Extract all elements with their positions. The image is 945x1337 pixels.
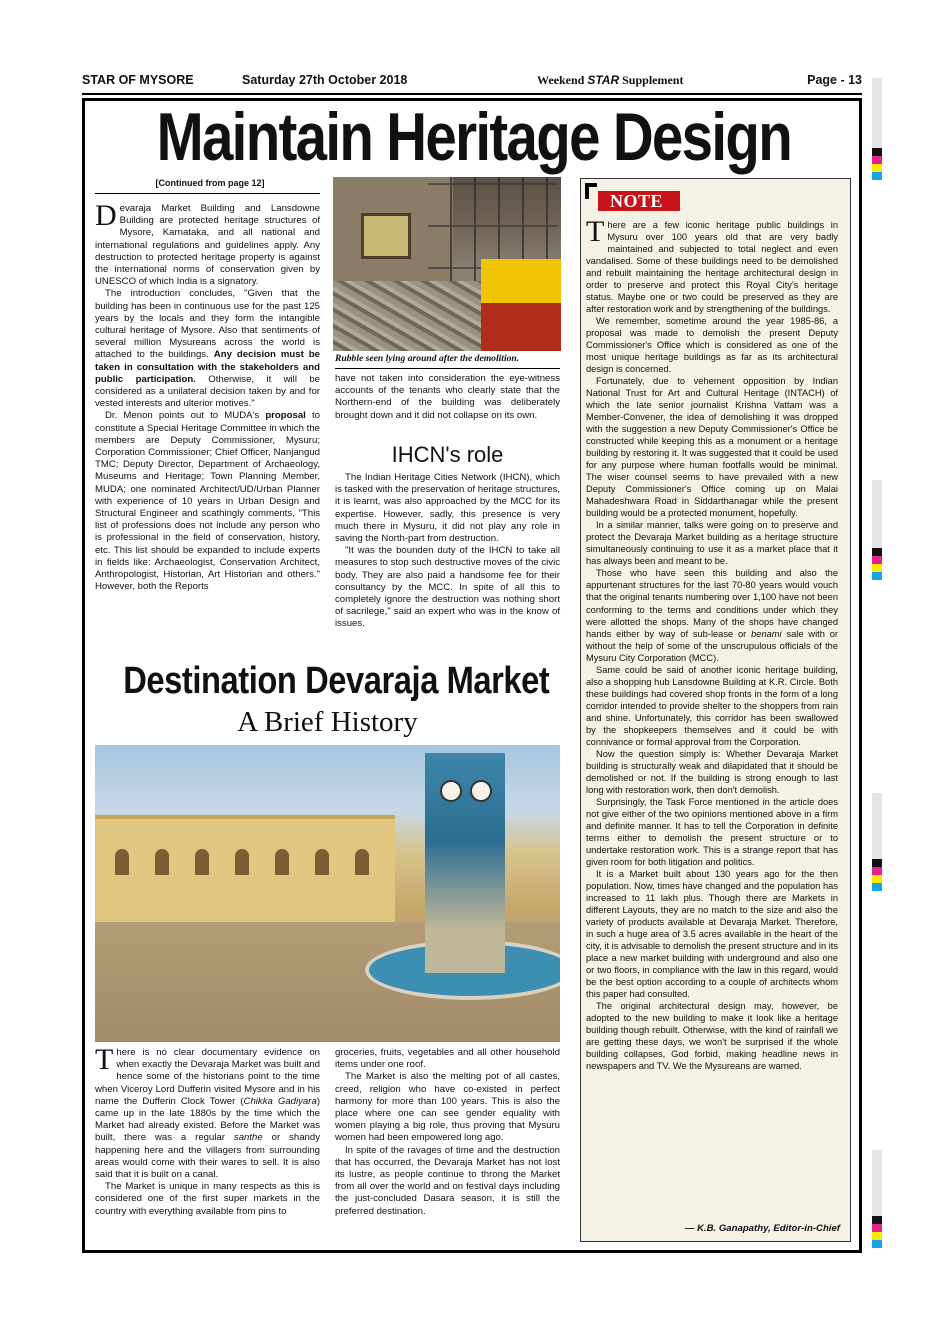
main-headline: Maintain Heritage Design <box>156 99 792 175</box>
paragraph: The Market is also the melting pot of all castes, creed, religion who have co-existed in perfect harmony for more than 100 years. This is also the place where one can see gender equality with women playing a big role, thus proving that Mysuru women had been empowered long ago. <box>335 1071 560 1144</box>
devaraja-headline: Destination Devaraja Market <box>123 660 550 702</box>
article-column-1 <box>95 199 321 594</box>
paragraph: Those who have seen this building and also the appurtenant structures for the last 70-80 years would vouch that the original tenants numbering over 1,100 have not been conforming to the terms and conditions under which they were allotted the shops. Many of the shops have changed hands either by way of sub-lease or benami sale with or without the help of some of the unscrupulous officials of the Mysuru City Corporation (MCC). <box>586 568 838 663</box>
print-register-bar <box>872 548 882 556</box>
paragraph: The original architectural design may, however, be adopted to the new building to make it look like a heritage building though rebuilt. Otherwise, with the kind of rainfall we are getting these days, we won't be surprised if the whole building collapses, God forbid, making headline news in newspapers and TV. We the Mysureans are warned. <box>586 1001 838 1072</box>
header-rule <box>82 93 862 95</box>
print-register-bar <box>872 164 882 172</box>
paragraph: There is no clear documentary evidence on when exactly the Devaraja Market was built and hence some of the historians point to the time when Viceroy Lord Dufferin visited Mysore and in his name the Dufferin Clock Tower (Chikka Gadiyara) came up in the late 1880s by the time which the Market had already existed. Before the Market was built, there was a regular santhe or shandy happening here and the villagers from surrounding areas would come with their wares to sell. It is also said that it is built on a canal. <box>95 1043 321 1181</box>
article-column-2 <box>335 373 560 422</box>
photo-caption: Rubble seen lying around after the demolition. <box>335 353 520 364</box>
page-number: Page - 13 <box>807 73 862 87</box>
paragraph: It is a Market built about 130 years ago for the then population. Now, times have changed and the population has increased to 11 lakh plus. Though there are Markets in different Layouts, they are no match to the size and also the variety of products available at Devaraja Market. Therefore, in such a huge area of 3.5 acres available in the heart of the city, it is advisable to demolish the present structure and in its place a new market building with underground and also one or two floors, in compliance with the law in this regard, would be the best option according to a couple of architects whom this paper had consulted. <box>586 868 838 999</box>
print-register-bar <box>872 172 882 180</box>
print-register-bar <box>872 1232 882 1240</box>
note-body <box>586 215 838 1072</box>
supplement-name: Weekend STAR Supplement <box>537 73 684 87</box>
paragraph: have not taken into consideration the eye-witness accounts of the tenants who clearly state that the Northern-end of the building was deliberately brought down and it did not collapse on its own. <box>335 373 560 421</box>
paragraph: Surprisingly, the Task Force mentioned in the article does not give either of the two opinions mentioned above in a firm and definite manner. It has to tell the Corporation in definite terms either to demolish the present structure or to undertake restoration work. This is a strange report that has given room for both litigation and politics. <box>586 796 838 867</box>
print-register-bar <box>872 793 882 859</box>
devaraja-subtitle: A Brief History <box>237 706 418 738</box>
paragraph: Now the question simply is: Whether Devaraja Market building is structurally weak and dilapidated that it should be demolished or not. If the building is strong enough to last long with restoration work, then don't demolish. <box>586 748 838 795</box>
print-register-bar <box>872 859 882 867</box>
paragraph: The introduction concludes, "Given that the building has been in continuous use for the past 125 years by the locals and they form the intangible cultural heritage of Mysore. Also that sentiments of several million Mysureans across the world is attached to the buildings. Any decision must be taken in consultation with the stakeholders and public participation. Otherwise, it will be considered as a unilateral decision taken by and for vested interests and ulterior motives." <box>95 288 321 410</box>
print-register-bar <box>872 556 882 564</box>
continued-note: [Continued from page 12] <box>155 178 265 188</box>
paragraph: Same could be said of another iconic heritage building, also a shopping hub Lansdowne Building at K.R. Circle. Both these buildings had covered shop fronts in the form of a long corridor intended to provide shelter to the shoppers from rain and shine. Unfortunately, this corridor has been swallowed by the shopkeepers themselves and it could be with connivance or formal approval from the Corporation. <box>586 664 838 747</box>
print-register-bar <box>872 156 882 164</box>
issue-date: Saturday 27th October 2018 <box>242 73 408 87</box>
paragraph: In spite of the ravages of time and the destruction that has occurred, the Devaraja Market has not lost its lustre, as people continue to throng the Market from all over the world and on festival days including the just-concluded Dasara season, it is still the preferred destination. <box>335 1144 560 1217</box>
print-register-bar <box>872 1216 882 1224</box>
paragraph: We remember, sometime around the year 1985-86, a proposal was made to demolish the present Deputy Commissioner's Office which is considered as one of the most unique heritage buildings as far as its architectural design is concerned. <box>586 316 838 375</box>
print-register-bar <box>872 78 882 148</box>
print-register-bar <box>872 148 882 156</box>
devaraja-column-2 <box>335 1047 560 1218</box>
paragraph: There are a few iconic heritage public buildings in Mysuru over 100 years old that are very badly maintained and subjected to total neglect and even vandalised. Some of these buildings need to be demolished and rebuilt maintaining the heritage architectural design in order to preserve and protect this Royal City's heritage status. Maybe one or two could be preserved as they are after restoration work and by strengthening of the buildings. <box>586 215 838 315</box>
paragraph: groceries, fruits, vegetables and all other household items under one roof. <box>335 1047 560 1071</box>
print-register-bar <box>872 883 882 891</box>
divider <box>335 368 560 369</box>
page-header <box>82 73 862 91</box>
print-register-bar <box>872 564 882 572</box>
print-register-bar <box>872 875 882 883</box>
editor-signature: — K.B. Ganapathy, Editor-in-Chief <box>684 1223 840 1234</box>
paragraph: Devaraja Market Building and Lansdowne Building are protected heritage structures of Mysore, Karnataka, and all national and international regulations and guidelines apply. Any destruction to protected heritage property is against the international norms of conservation given by UNESCO of which India is a signatory. <box>95 199 320 288</box>
paragraph: The Market is unique in many respects as this is considered one of the first super markets in the country with everything available from pins to <box>95 1181 320 1217</box>
subheading-ihcn: IHCN's role <box>391 442 504 467</box>
note-corner-mark <box>585 183 597 199</box>
paragraph: Dr. Menon points out to MUDA's proposal to constitute a Special Heritage Committee in which the members are Deputy Commissioner, Mysuru; Corporation Commissioner; Chief Officer, Nanjangud TMC; Deputy Director, Department of Archaeology, Museums and Heritage; Town Planning Member, MUDA; one nominated Architect/UD/Urban Planner with experience of 10 years in Urban Design and Structural Engineer and scathingly comments, "This list of professions does not include any person who is professional in the field of conservation, history, etc. This list should be expanded to include experts in fields like: Archaeologist, Conservation Architect, Anthropologist, Historian, Art Historian and others." However, both the Reports <box>95 410 320 593</box>
print-register-bar <box>872 1150 882 1216</box>
print-register-bar <box>872 1240 882 1248</box>
devaraja-market-photo <box>95 745 560 1042</box>
divider <box>95 193 320 194</box>
drop-cap: T <box>95 1043 114 1076</box>
print-register-bar <box>872 572 882 580</box>
print-register-bar <box>872 867 882 875</box>
paragraph: In a similar manner, talks were going on to preserve and protect the Devaraja Market building as a heritage structure simultaneously continuing to use it as a market place that it has always been and meant to be. <box>586 520 838 567</box>
devaraja-column-1 <box>95 1043 321 1218</box>
note-title: NOTE <box>598 191 680 211</box>
rubble-photo <box>333 177 561 351</box>
article-column-2b <box>335 472 560 631</box>
paragraph: Fortunately, due to vehement opposition by Indian National Trust for Art and Cultural Heritage (INTACH) of which the late senior journalist Krishna Vattam was a Member-Convener, the idea of demolishing it was dropped with the suggestion a new Deputy Commissioner's Office be constructed while keeping this as a monument or a heritage building by restoring it. It was suggested that it could be used for any purpose where human footfalls would be minimal. The wiser counsel seems to have prevailed with a new Deputy Commissioner's Office coming up on Malai Mahadeshwara Road in Siddarthanagar while the present building would be a protected monument, hopefully. <box>586 376 838 519</box>
newspaper-name: STAR OF MYSORE <box>82 73 194 87</box>
print-register-bar <box>872 480 882 548</box>
paragraph: "It was the bounden duty of the IHCN to take all measures to stop such destructive moves of the civic body. They are also paid a handsome fee for their consultancy by the MCC. In spite of all this to completely ignore the destruction was nothing short of sacrilege," said an expert who was in the know of issues. <box>335 545 560 630</box>
print-register-bar <box>872 1224 882 1232</box>
paragraph: The Indian Heritage Cities Network (IHCN), which is tasked with the preservation of heritage structures, it is learnt, was also approached by the MCC for its expertise. However, sadly, this presence is very much there in Mysuru, it did not play any role in saving the North-part from destruction. <box>335 472 560 545</box>
drop-cap: T <box>586 215 605 248</box>
drop-cap: D <box>95 199 117 232</box>
